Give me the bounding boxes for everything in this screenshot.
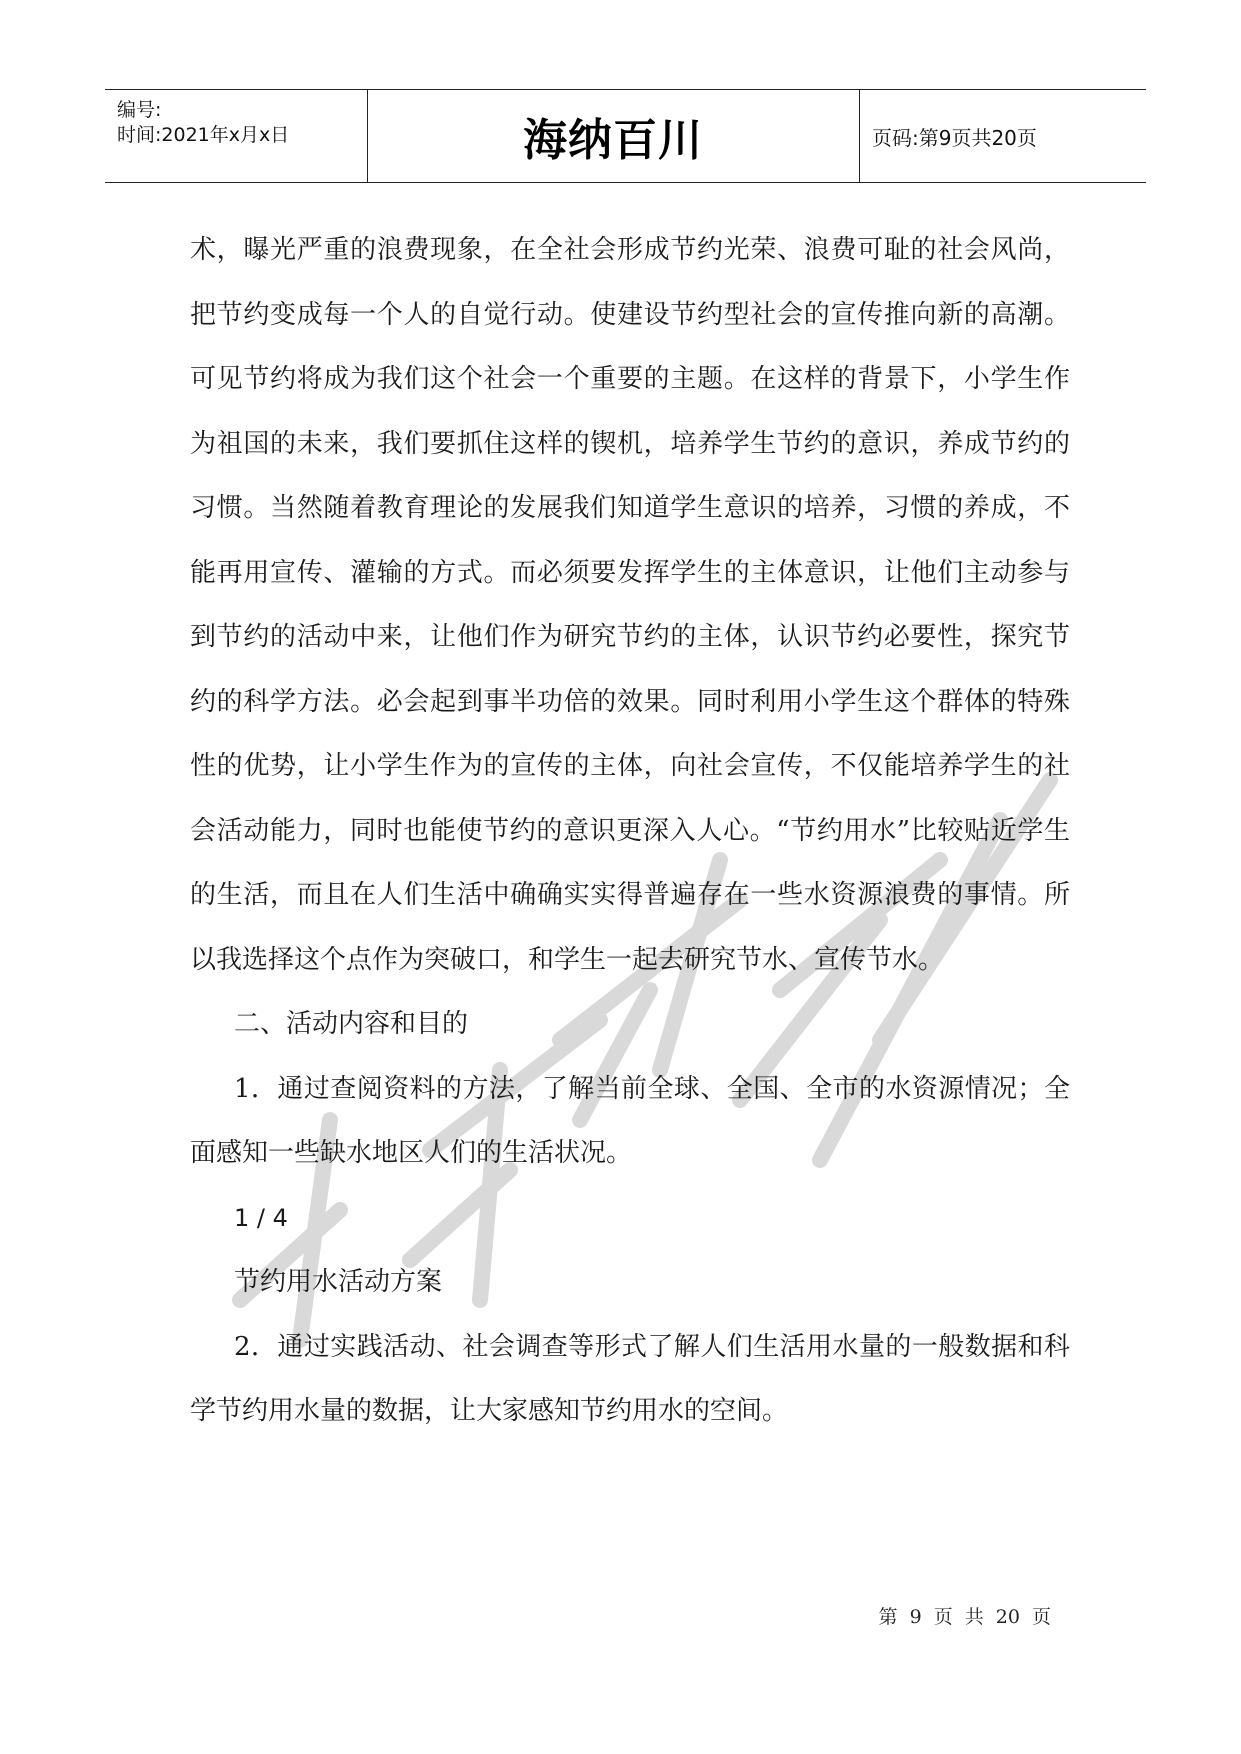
document-title: 节约用水活动方案	[234, 1267, 443, 1297]
header-time-label: 时间:2021年x月x日	[117, 124, 290, 146]
item-1: 1．通过查阅资料的方法，了解当前全球、全国、全市的水资源情况；全面感知一些缺水地区人们的生活状况。	[190, 1073, 1070, 1168]
item-2: 2．通过实践活动、社会调查等形式了解人们生活用水量的一般数据和科学节约用水量的数据，让大家感知节约用水的空间。	[190, 1331, 1070, 1426]
page-footer: 第 9 页 共 20 页	[878, 1606, 1051, 1628]
header-title: 海纳百川	[367, 90, 860, 182]
header-number-label: 编号:	[117, 99, 162, 121]
header-meta-cell	[105, 90, 368, 182]
page-content	[190, 218, 1070, 1444]
page-header	[105, 89, 1146, 183]
header-page-label: 页码:第9页共20页	[872, 125, 1037, 150]
section-heading: 二、活动内容和目的	[234, 1009, 469, 1039]
body-paragraph: 术，曝光严重的浪费现象，在全社会形成节约光荣、浪费可耻的社会风尚，把节约变成每一个人的自觉行动。使建设节约型社会的宣传推向新的高潮。可见节约将成为我们这个社会一个重要的主题。在这样的背景下，小学生作为祖国的未来，我们要抓住这样的锲机，培养学生节约的意识，养成节约的习惯。当然随着教育理论的发展我们知道学生意识的培养，习惯的养成，不能再用宣传、灌输的方式。而必须要发挥学生的主体意识，让他们主动参与到节约的活动中来，让他们作为研究节约的主体，认识节约必要性，探究节约的科学方法。必会起到事半功倍的效果。同时利用小学生这个群体的特殊性的优势，让小学生作为的宣传的主体，向社会宣传，不仅能培养学生的社会活动能力，同时也能使节约的意识更深入人心。“节约用水”比较贴近学生的生活，而且在人们生活中确确实实得普遍存在一些水资源浪费的事情。所以我选择这个点作为突破口，和学生一起去研究节水、宣传节水。	[190, 235, 1070, 975]
page-fraction: 1 / 4	[234, 1203, 288, 1232]
